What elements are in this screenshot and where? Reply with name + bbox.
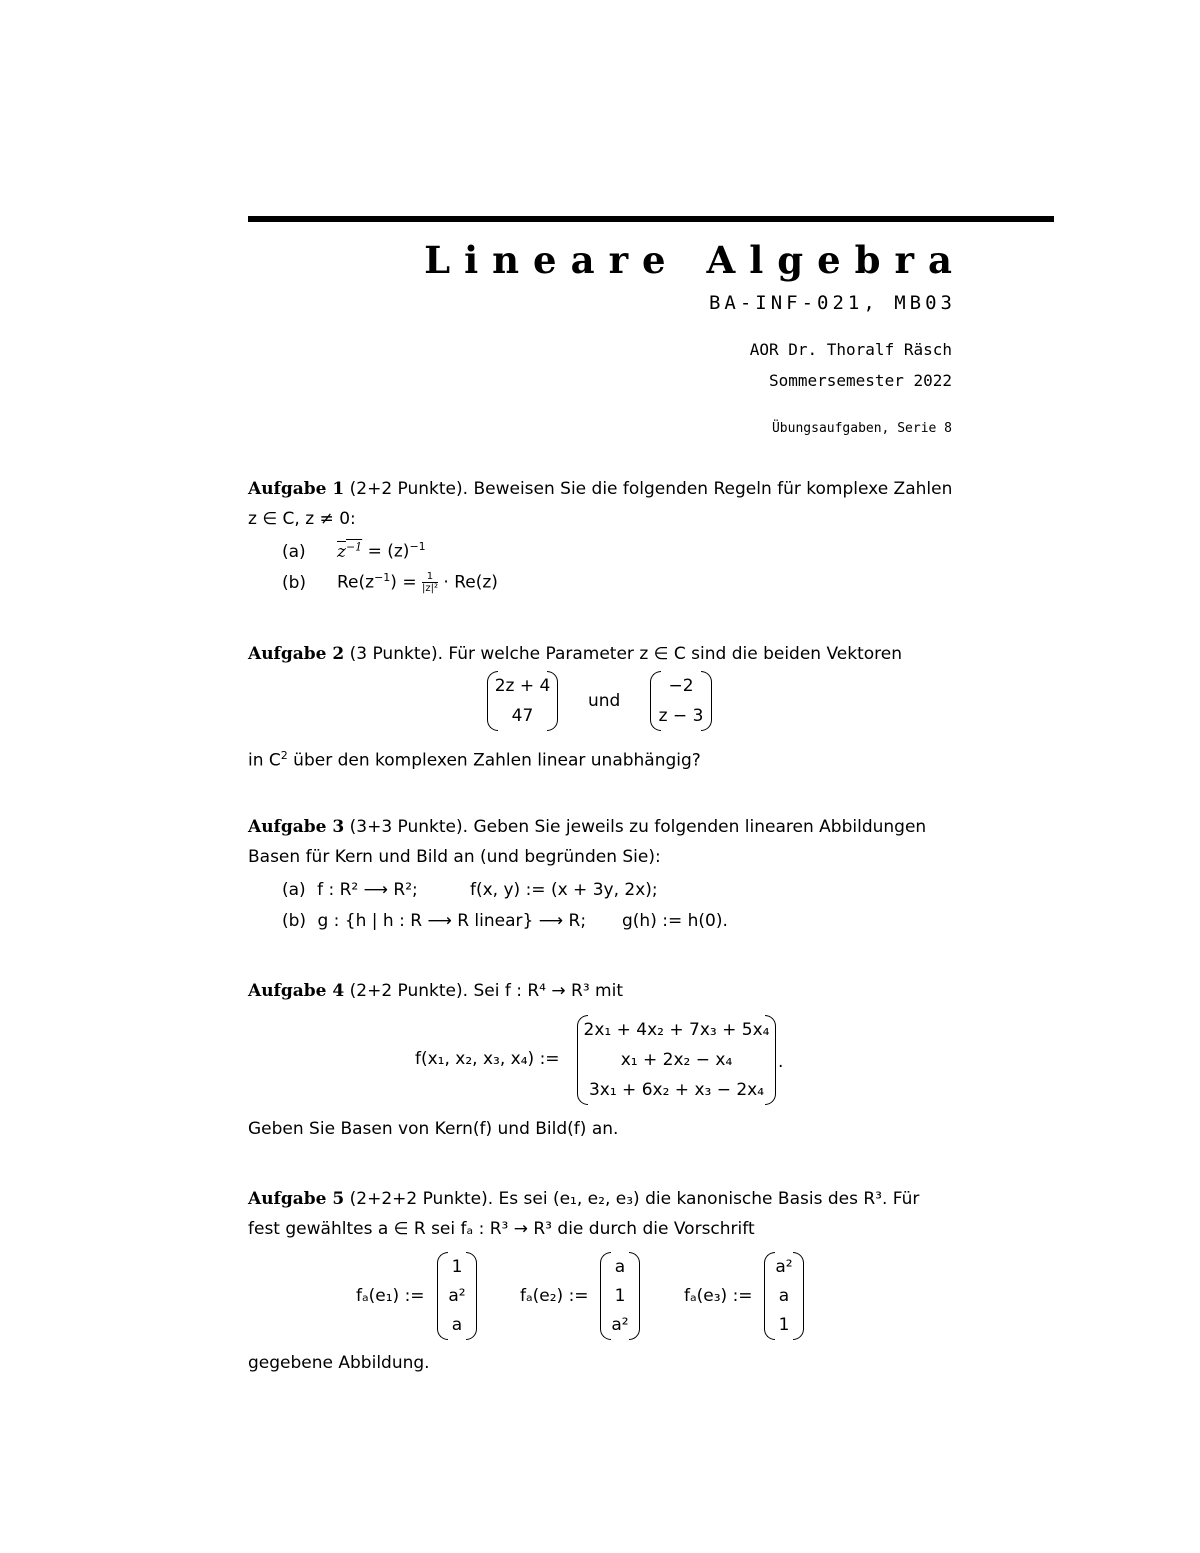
aufgabe1-a-rhs-exp: −1 (409, 540, 426, 553)
aufgabe1-a-lhs: $z^{-1}$ (337, 540, 363, 562)
aufgabe5-after: gegebene Abbildung. (248, 1353, 430, 1373)
series-label: Übungsaufgaben, Serie 8 (771, 421, 952, 436)
aufgabe3-b-label: (b) (282, 911, 307, 931)
vector-entry: −2 (668, 676, 694, 696)
aufgabe2-text: Für welche Parameter z ∈ C sind die beiden Vektoren (448, 644, 902, 664)
aufgabe1-b-lhs-exp: −1 (374, 571, 391, 584)
aufgabe5-text2: fest gewähltes a ∈ R sei fₐ : R³ → R³ die durch die Vorschrift (248, 1219, 755, 1239)
aufgabe2-heading: Aufgabe 2 (248, 644, 345, 664)
vector-entry: 1 (778, 1315, 790, 1336)
course-code: BA-INF-021, MB03 (708, 292, 956, 314)
vector-entry: 1 (451, 1256, 463, 1277)
aufgabe3-b (282, 911, 586, 931)
aufgabe5-heading: Aufgabe 5 (248, 1189, 345, 1209)
aufgabe2-intro (248, 642, 902, 666)
aufgabe1-a-rhs: = (z) (367, 541, 410, 562)
aufgabe1-b-lhs: Re(z (337, 572, 375, 593)
aufgabe5-text1: Es sei (e₁, e₂, e₃) die kanonische Basis des R³. Für (498, 1189, 920, 1209)
aufgabe5-intro (248, 1187, 919, 1211)
aufgabe1-a-formula (337, 540, 426, 562)
aufgabe4-heading: Aufgabe 4 (248, 981, 345, 1001)
vector-entry: 2z + 4 (494, 676, 551, 696)
aufgabe3-points: (3+3 Punkte). (349, 817, 469, 837)
aufgabe5-points: (2+2+2 Punkte). (349, 1189, 494, 1209)
aufgabe3-a-label: (a) (282, 880, 306, 900)
aufgabe4-text: Sei f : R⁴ → R³ mit (473, 981, 624, 1001)
aufgabe4-lhs: f(x₁, x₂, x₃, x₄) := (415, 1049, 560, 1069)
aufgabe1-b-fraction: $\frac{1}{\text{|z|²}}$ (421, 571, 438, 595)
aufgabe5-matrix-1 (437, 1252, 477, 1340)
aufgabe4-after: Geben Sie Basen von Kern(f) und Bild(f) an. (248, 1119, 619, 1139)
aufgabe4-points: (2+2 Punkte). (349, 981, 469, 1001)
aufgabe2-points: (3 Punkte). (349, 644, 443, 664)
vector-entry: a² (448, 1285, 466, 1306)
aufgabe3-a-map: f : R² ⟶ R²; (317, 880, 418, 900)
aufgabe3-heading: Aufgabe 3 (248, 817, 345, 837)
aufgabe3-text2: Basen für Kern und Bild an (und begründen Sie): (248, 847, 661, 867)
vector-entry: 1 (614, 1285, 626, 1306)
aufgabe3-text1: Geben Sie jeweils zu folgenden linearen Abbildungen (473, 817, 927, 837)
vector-entry: z − 3 (658, 706, 704, 726)
aufgabe2-und: und (588, 691, 621, 711)
aufgabe1-intro (248, 477, 952, 501)
aufgabe1-condition: z ∈ C, z ≠ 0: (248, 509, 356, 529)
vector-entry: 47 (511, 706, 534, 726)
aufgabe1-b-lhs-end: ) = (390, 572, 417, 593)
aufgabe3-a (282, 880, 418, 900)
aufgabe3-intro (248, 815, 926, 839)
aufgabe1-b-label: (b) (282, 573, 307, 593)
aufgabe3-b-map: g : {h | h : R ⟶ R linear} ⟶ R; (317, 911, 587, 931)
aufgabe5-f1: fₐ(e₁) := (356, 1286, 425, 1306)
vector-entry: a (614, 1256, 626, 1277)
aufgabe2-vector-1 (487, 671, 558, 731)
vector-entry: a (778, 1285, 790, 1306)
aufgabe5-f3: fₐ(e₃) := (684, 1286, 753, 1306)
matrix-row: x₁ + 2x₂ − x₄ (620, 1050, 733, 1070)
vector-entry: a (451, 1315, 463, 1336)
vector-entry: a² (611, 1315, 629, 1336)
aufgabe1-heading: Aufgabe 1 (248, 479, 345, 499)
aufgabe1-points: (2+2 Punkte). (349, 479, 469, 499)
vector-entry: a² (775, 1256, 793, 1277)
aufgabe4-period: . (778, 1052, 784, 1072)
semester: Sommersemester 2022 (768, 371, 952, 390)
title-rule (248, 216, 1054, 222)
matrix-row: 2x₁ + 4x₂ + 7x₃ + 5x₄ (583, 1020, 770, 1040)
lecturer: AOR Dr. Thoralf Räsch (749, 340, 952, 359)
aufgabe1-text: Beweisen Sie die folgenden Regeln für komplexe Zahlen (473, 479, 953, 499)
aufgabe3-a-def: f(x, y) := (x + 3y, 2x); (470, 880, 658, 900)
aufgabe5-f2: fₐ(e₂) := (520, 1286, 589, 1306)
aufgabe2-question: in $C^2$ über den komplexen Zahlen linear unabhängig? (248, 749, 701, 771)
aufgabe4-matrix (577, 1015, 776, 1105)
aufgabe5-matrix-2 (600, 1252, 640, 1340)
matrix-row: 3x₁ + 6x₂ + x₃ − 2x₄ (588, 1080, 765, 1100)
page-title: Lineare Algebra (424, 238, 966, 282)
aufgabe1-b-rhs: · Re(z) (443, 572, 498, 593)
aufgabe3-b-def: g(h) := h(0). (622, 911, 728, 931)
aufgabe1-b-formula (337, 571, 498, 594)
aufgabe4-intro (248, 979, 623, 1003)
aufgabe1-a-label: (a) (282, 542, 306, 562)
aufgabe5-matrix-3 (764, 1252, 804, 1340)
aufgabe2-vector-2 (650, 671, 712, 731)
